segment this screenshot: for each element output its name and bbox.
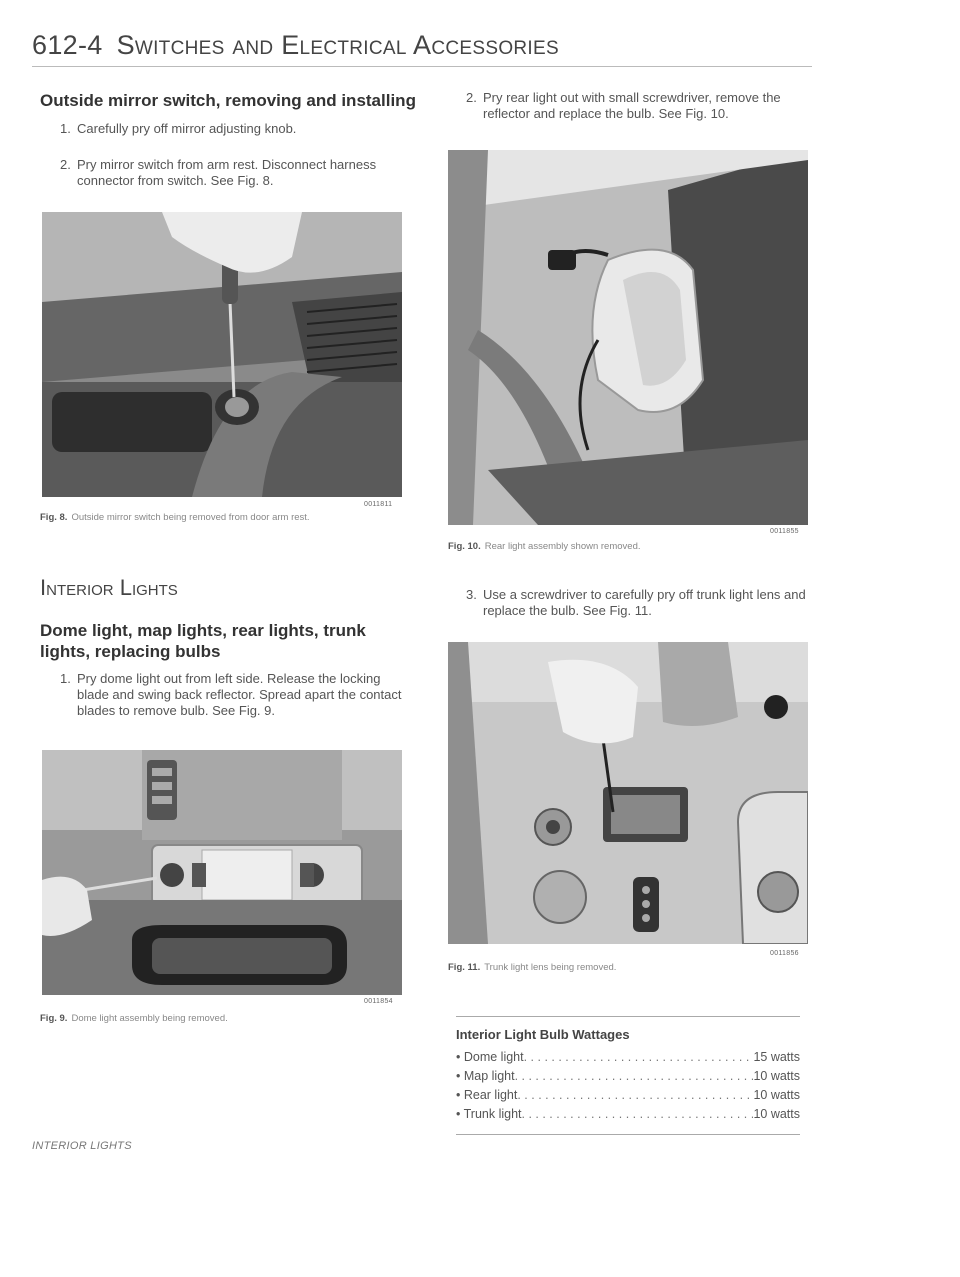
table-row	[456, 1048, 800, 1067]
fig10-code: 0011855	[770, 528, 799, 535]
step-text: Pry dome light out from left side. Release the locking blade and swing back reflector. Spread apart the contact blades to remove bulb. See Fig. 9.	[77, 671, 402, 718]
step-number: 1.	[60, 671, 71, 686]
bulb-wattage-table	[456, 1016, 800, 1135]
fig8-caption	[40, 512, 410, 523]
row-value: 15 watts	[753, 1050, 800, 1064]
row-label: • Rear light	[456, 1088, 518, 1102]
table-row	[456, 1067, 800, 1086]
fig10-label: Fig. 10.	[448, 541, 481, 552]
table-title: Interior Light Bulb Wattages	[456, 1027, 630, 1042]
row-label: • Dome light	[456, 1050, 524, 1064]
row-value: 10 watts	[753, 1088, 800, 1102]
step-text: Pry mirror switch from arm rest. Disconnect harness connector from switch. See Fig. 8.	[77, 157, 377, 188]
fig8-photo	[42, 212, 402, 497]
leader-dots	[515, 1067, 754, 1086]
step-number: 2.	[60, 157, 71, 172]
row-value: 10 watts	[753, 1107, 800, 1121]
leader-dots	[524, 1048, 754, 1067]
fig10-caption	[448, 541, 808, 552]
page-number: 612-4	[32, 30, 103, 60]
fig9-code: 0011854	[364, 998, 393, 1005]
header-rule	[32, 66, 812, 67]
step-text: Use a screwdriver to carefully pry off trunk light lens and replace the bulb. See Fig. 11.	[483, 587, 806, 618]
step-item	[60, 157, 408, 189]
section-heading-mirror-switch: Outside mirror switch, removing and installing	[40, 91, 416, 110]
fig9-label: Fig. 9.	[40, 1013, 68, 1024]
step-item	[466, 90, 812, 122]
fig8-caption-text: Outside mirror switch being removed from door arm rest.	[71, 512, 310, 523]
section-heading-bulbs: Dome light, map lights, rear lights, trunk lights, replacing bulbs	[40, 621, 366, 661]
row-label: • Map light	[456, 1069, 515, 1083]
step-text: Carefully pry off mirror adjusting knob.	[77, 121, 297, 136]
fig11-photo	[448, 642, 808, 944]
row-value: 10 watts	[753, 1069, 800, 1083]
fig11-caption	[448, 962, 808, 973]
step-number: 3.	[466, 587, 477, 602]
fig10-photo	[448, 150, 808, 525]
fig11-label: Fig. 11.	[448, 962, 481, 973]
table-row	[456, 1105, 800, 1124]
fig8-label: Fig. 8.	[40, 512, 68, 523]
step-item	[60, 121, 408, 137]
table-top-rule	[456, 1016, 800, 1017]
table-bottom-rule	[456, 1134, 800, 1135]
fig9-caption-text: Dome light assembly being removed.	[71, 1013, 228, 1024]
page-footer: INTERIOR LIGHTS	[32, 1140, 132, 1152]
page-header	[32, 30, 559, 61]
fig11-caption-text: Trunk light lens being removed.	[484, 962, 617, 973]
fig10-caption-text: Rear light assembly shown removed.	[484, 541, 641, 552]
fig11-code: 0011856	[770, 950, 799, 957]
fig8-code: 0011811	[364, 501, 393, 508]
chapter-title: Switches and Electrical Accessories	[116, 30, 559, 60]
step-number: 1.	[60, 121, 71, 136]
step-item	[466, 587, 812, 619]
fig9-photo	[42, 750, 402, 995]
table-row	[456, 1086, 800, 1105]
row-label: • Trunk light	[456, 1107, 522, 1121]
step-number: 2.	[466, 90, 477, 105]
major-heading: Interior Lights	[40, 575, 178, 600]
step-text: Pry rear light out with small screwdriver, remove the reflector and replace the bulb. See Fig. 10.	[483, 90, 781, 121]
fig9-caption	[40, 1013, 410, 1024]
step-item	[60, 671, 408, 719]
leader-dots	[517, 1086, 753, 1105]
leader-dots	[522, 1105, 754, 1124]
